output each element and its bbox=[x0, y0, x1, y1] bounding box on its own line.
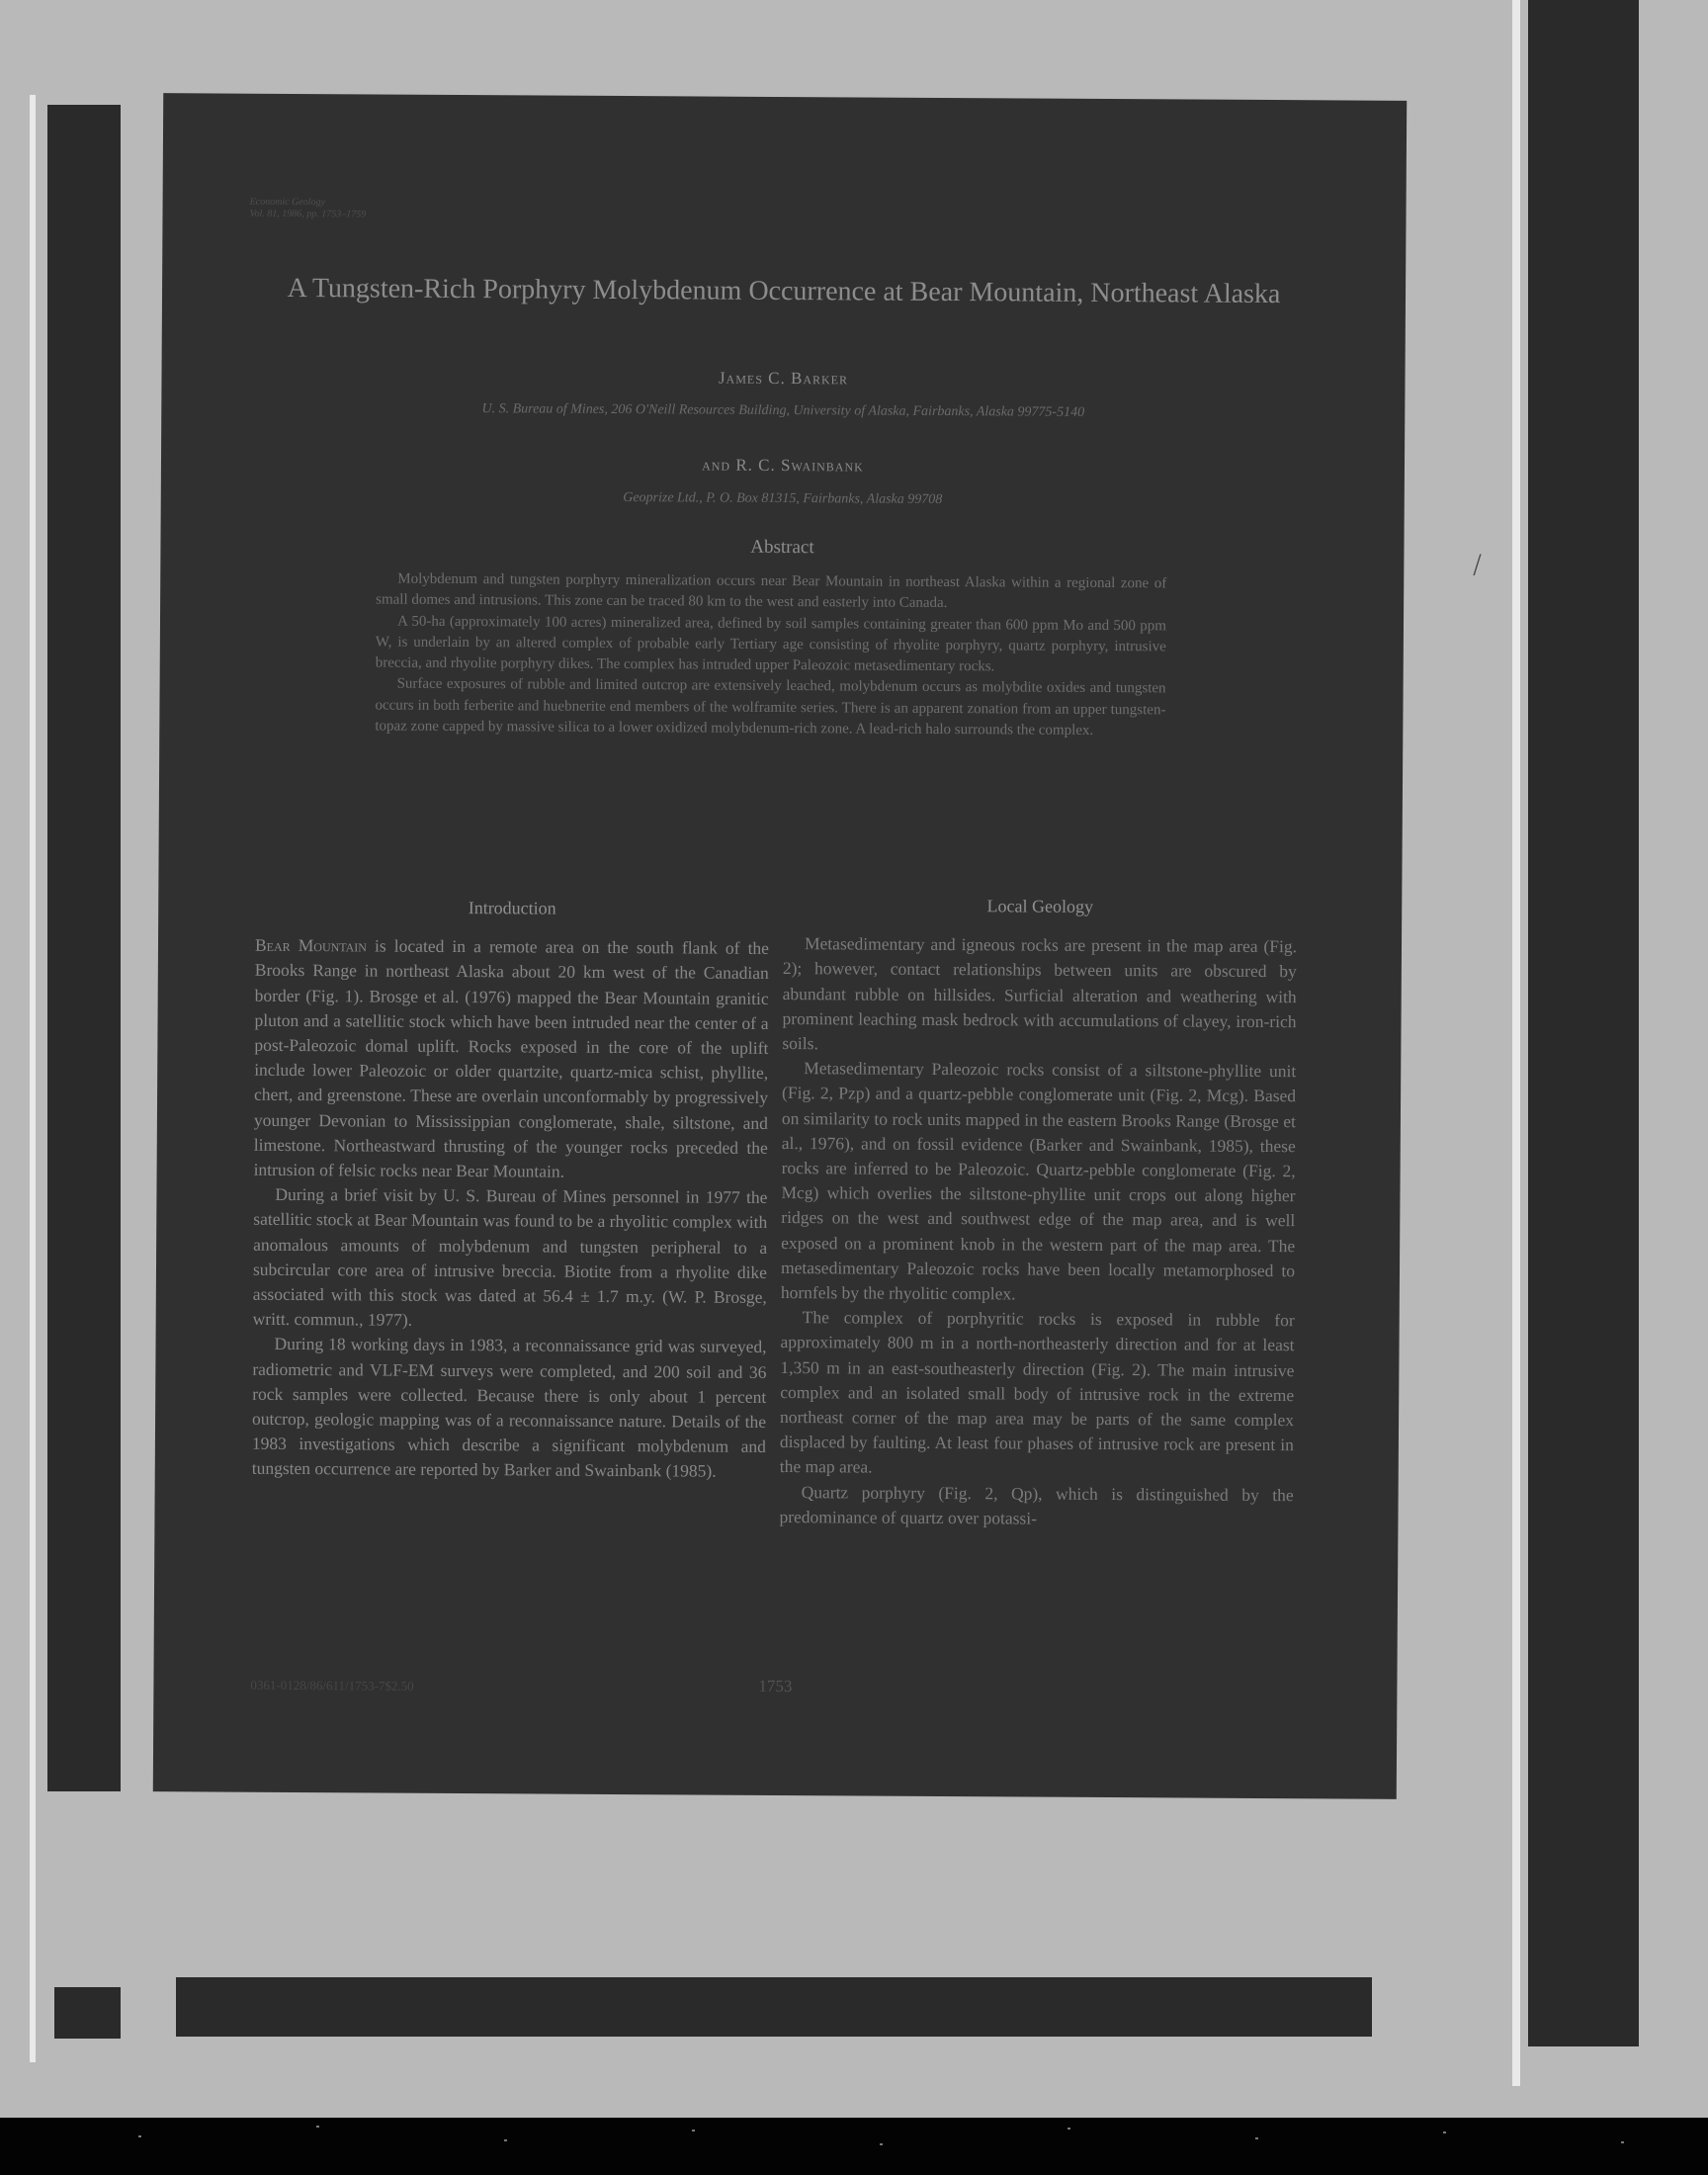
introduction-paragraph: During a brief visit by U. S. Bureau of Mines personnel in 1977 the satellitic stock at Bear Mountain was found to be a rhyolitic complex with anomalous amounts of molybdenum and tungsten peripheral to a subcircular core area of intrusive breccia. Biotite from a rhyolite dike associated with this stock was dated at 56.4 ± 1.7 m.y. (W. P. Brosge, writt. commun., 1977). bbox=[252, 1184, 768, 1330]
local-geology-paragraph: The complex of porphyritic rocks is exposed in rubble for approximately 800 m in a north-northeasterly direction and for at least 1,350 m in an east-southeasterly direction (Fig. 2). The main intrusive complex and an isolated small body of intrusive rock in the extreme northeast corner of the map area may be parts of the same complex displaced by faulting. At least four phases of intrusive rock are present in the map area. bbox=[779, 1307, 1295, 1478]
left-column bbox=[252, 895, 770, 1485]
local-geology-heading: Local Geology bbox=[986, 896, 1094, 916]
pencil-mark: / bbox=[1470, 548, 1485, 582]
abstract-paragraph: Surface exposures of rubble and limited outcrop are extensively leached, molybdenum occurs as molybdite oxides and tungsten occurs in both ferberite and huebnerite end members of the wolframite series. There is an apparent zonation from an upper tungsten-topaz zone capped by massive silica to a lower oxidized molybdenum-rich zone. A lead-rich halo surrounds the complex. bbox=[375, 676, 1166, 740]
right-paper-edge bbox=[1512, 0, 1520, 2086]
left-dark-bar bbox=[47, 105, 121, 1791]
local-geology-paragraph: Quartz porphyry (Fig. 2, Qp), which is distinguished by the predominance of quartz over potassi- bbox=[779, 1481, 1294, 1528]
bottom-dark-bar bbox=[176, 1977, 1372, 2037]
introduction-heading: Introduction bbox=[468, 898, 556, 918]
journal-reference bbox=[249, 197, 366, 221]
page-number: 1753 bbox=[758, 1676, 793, 1696]
author-2-affiliation: Geoprize Ltd., P. O. Box 81315, Fairbanks, Alaska 99708 bbox=[623, 490, 943, 507]
journal-name: Economic Geology bbox=[249, 196, 325, 209]
scanned-page bbox=[153, 93, 1407, 1799]
local-geology-paragraph: Metasedimentary and igneous rocks are present in the map area (Fig. 2); however, contact relationships between units are obscured by abundant rubble on hillsides. Surficial alteration and weathering with prominent leaching mask bedrock with accumulations of clayey, iron-rich soils. bbox=[782, 933, 1298, 1054]
right-dark-bar bbox=[1528, 0, 1639, 2046]
abstract-heading: Abstract bbox=[750, 536, 814, 559]
introduction-paragraph-text: is located in a remote area on the south flank of the Brooks Range in northeast Alaska about 20 km west of the Canadian border (Fig. 1). Brosge et al. (1976) mapped the Bear Mountain granitic pluton and a satellitic stock which have been intruded near the center of a post-Paleozoic domal uplift. Rocks exposed in the core of the uplift include lower Paleozoic or older quartzite, quartz-mica schist, phyllite, chert, and greenstone. These are overlain unconformably by progressively younger Devonian to Mississippian conglomerate, shale, siltstone, and limestone. Northeastward thrusting of the younger rocks preceded the intrusion of felsic rocks near Bear Mountain. bbox=[253, 935, 770, 1181]
abstract-paragraph: A 50-ha (approximately 100 acres) mineralized area, defined by soil samples containing greater than 600 ppm Mo and 500 ppm W, is underlain by an altered complex of probable early Tertiary age consisting of rhyolite porphyry, quartz porphyry, intrusive breccia, and rhyolite porphyry dikes. The complex has intruded upper Paleozoic metasedimentary rocks. bbox=[375, 613, 1167, 675]
right-column bbox=[779, 893, 1297, 1532]
bottom-left-dark-block bbox=[54, 1987, 121, 2039]
article-title: A Tungsten-Rich Porphyry Molybdenum Occurrence at Bear Mountain, Northeast Alaska bbox=[287, 272, 1281, 310]
introduction-paragraph bbox=[254, 933, 770, 1185]
lead-in-smallcaps: Bear Mountain bbox=[254, 934, 368, 956]
abstract-body bbox=[375, 568, 1166, 741]
left-paper-edge bbox=[30, 95, 36, 2062]
author-1-name: James C. Barker bbox=[718, 368, 849, 389]
black-footer-band bbox=[0, 2118, 1708, 2175]
abstract-paragraph: Molybdenum and tungsten porphyry mineralization occurs near Bear Mountain in northeast Alaska within a regional zone of small domes and intrusions. This zone can be traced 80 km to the west and easterly into Canada. bbox=[376, 570, 1167, 612]
footer-code: 0361-0128/86/611/1753-7$2.50 bbox=[250, 1677, 414, 1694]
introduction-paragraph: During 18 working days in 1983, a reconnaissance grid was surveyed, radiometric and VLF-EM surveys were completed, and 200 soil and 36 rock samples were collected. Because there is only about 1 percent outcrop, geologic mapping was of a reconnaissance nature. Details of the 1983 investigations which describe a significant molybdenum and tungsten occurrence are reported by Barker and Swainbank (1985). bbox=[251, 1334, 767, 1482]
local-geology-paragraph: Metasedimentary Paleozoic rocks consist of a siltstone-phyllite unit (Fig. 2, Pzp) and a quartz-pebble conglomerate unit (Fig. 2, Mcg). Based on similarity to rock units mapped in the eastern Brooks Range (Brosge et al., 1976), and on fossil evidence (Barker and Swainbank, 1985), these rocks are inferred to be Paleozoic. Quartz-pebble conglomerate (Fig. 2, Mcg) which overlies the siltstone-phyllite unit crops out along higher ridges on the west and southwest edge of the map area, and is well exposed on a prominent knob in the western part of the map area. The metasedimentary Paleozoic rocks have been locally metamorphosed to hornfels by the rhyolitic complex. bbox=[780, 1058, 1297, 1304]
journal-volume: Vol. 81, 1986, pp. 1753–1759 bbox=[249, 208, 367, 220]
author-1-affiliation: U. S. Bureau of Mines, 206 O'Neill Resources Building, University of Alaska, Fairbanks, Alaska 99775-5140 bbox=[481, 401, 1085, 420]
author-2-name: and R. C. Swainbank bbox=[702, 455, 864, 476]
